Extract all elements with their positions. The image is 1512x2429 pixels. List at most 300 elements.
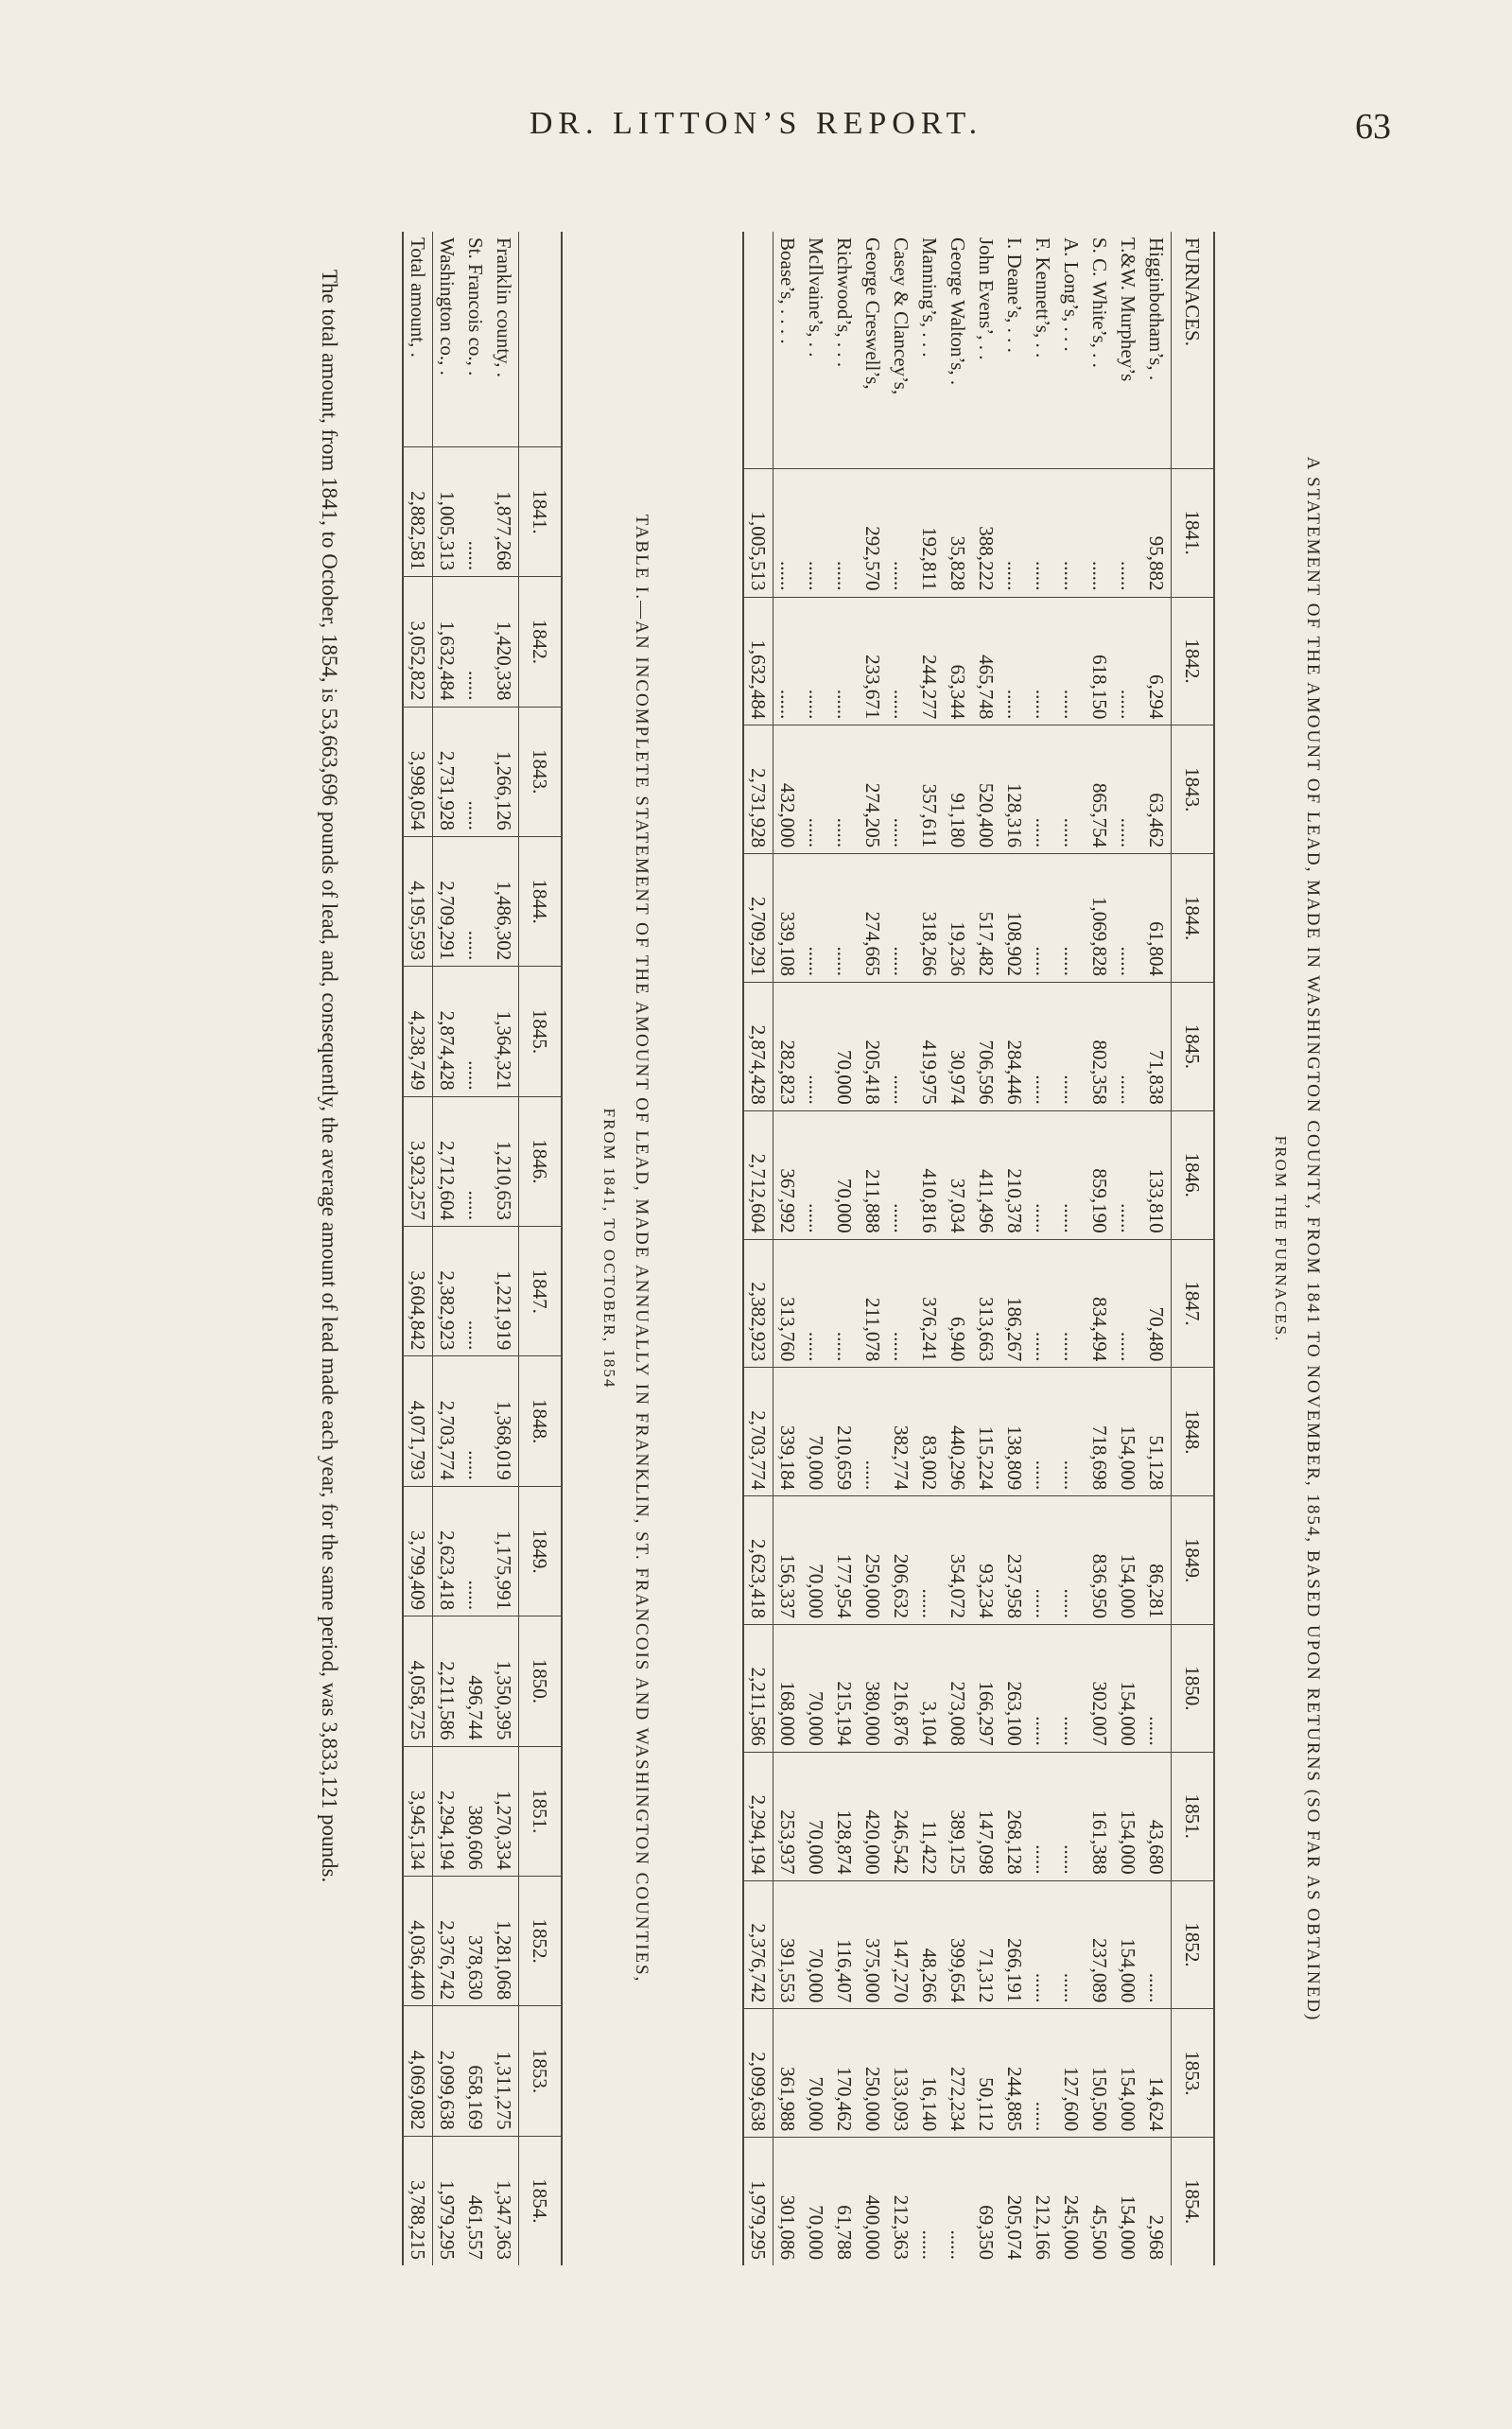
table-row [802,232,830,2265]
table-cell: 69,350 [972,2138,1000,2265]
table-cell: 2,703,774 [433,1356,462,1486]
column-header-year: 1853. [519,2006,563,2136]
table-cell: 1,311,275 [490,2006,519,2136]
table-cell: 375,000 [859,1880,887,2009]
table-cell: 108,902 [1000,854,1029,983]
column-header-year: 1848. [519,1356,563,1486]
table-cell: 70,000 [802,1368,830,1496]
table-cell: ...... [1029,2009,1057,2138]
table-cell: 70,000 [830,982,859,1110]
table-cell: 43,680 [1142,1752,1172,1880]
table-cell: 71,838 [1142,982,1172,1110]
table-cell: 2,211,586 [433,1616,462,1746]
row-label: Higginbotham’s, . [1145,237,1169,381]
table-cell: 35,828 [944,468,972,597]
table-cell: 354,072 [944,1496,972,1625]
table-row [490,232,519,2265]
furnaces-table [742,232,1215,2265]
table-cell: 2,376,742 [433,1876,462,2005]
table-cell: 115,224 [972,1368,1000,1496]
table-cell: ...... [1029,468,1057,597]
total-label [743,232,773,468]
table-cell: 1,420,338 [490,577,519,707]
column-header-year: 1846. [1172,1110,1215,1239]
table-cell: ...... [773,468,803,597]
table-row [915,232,944,2265]
table-cell: 63,344 [944,597,972,725]
row-label: John Evens’, . . [975,237,999,360]
table-cell: 168,000 [773,1625,803,1753]
row-label: Casey & Clancey’s, [890,237,913,395]
table-cell: 245,000 [1057,2138,1086,2265]
column-header-year: 1845. [1172,982,1215,1110]
table-cell: 419,975 [915,982,944,1110]
table-cell: 1,281,068 [490,1876,519,2005]
table-cell: 11,422 [915,1752,944,1880]
table-cell: 1,979,295 [433,2136,462,2265]
table-row [433,232,462,2265]
table-cell: 70,000 [802,1625,830,1753]
table-cell: 150,500 [1086,2009,1114,2138]
table-cell: 133,810 [1142,1110,1172,1239]
total-cell: 2,712,604 [743,1110,773,1239]
table-cell: 1,364,321 [490,967,519,1096]
column-header-year: 1851. [1172,1752,1215,1880]
column-header-year: 1847. [519,1227,563,1356]
table-cell: 367,992 [773,1110,803,1239]
total-row [743,232,773,2265]
table-cell: 318,266 [915,854,944,983]
table-cell: ...... [830,854,859,983]
total-cell: 4,036,440 [403,1876,433,2005]
total-cell: 3,799,409 [403,1486,433,1616]
table-cell: 263,100 [1000,1625,1029,1753]
row-label: Boase’s, . . . . [776,237,800,344]
table-cell: 250,000 [859,1496,887,1625]
table-cell: ...... [461,1356,490,1486]
furnaces-header-row [1172,232,1215,2265]
table-cell: 154,000 [1114,1880,1142,2009]
table-cell: 138,809 [1000,1368,1029,1496]
rotated-content [251,175,1329,2303]
table-cell: 1,175,991 [490,1486,519,1616]
table-cell: 211,888 [859,1110,887,1239]
table-cell: 30,974 [944,982,972,1110]
total-cell: 4,195,593 [403,836,433,966]
table-cell: ...... [802,1110,830,1239]
table-cell: 244,885 [1000,2009,1029,2138]
table-cell: 1,632,484 [433,577,462,707]
table-cell: 48,266 [915,1880,944,2009]
table-cell: 391,553 [773,1880,803,2009]
total-cell: 4,069,082 [403,2006,433,2136]
table-cell: 284,446 [1000,982,1029,1110]
table-cell: ...... [461,836,490,966]
column-header-label [519,232,563,446]
table-cell: 1,368,019 [490,1356,519,1486]
table-cell: 170,462 [830,2009,859,2138]
table-cell: 496,744 [461,1616,490,1746]
table-cell: 1,270,334 [490,1746,519,1876]
table-cell: ...... [1142,1625,1172,1753]
table-cell: 2,731,928 [433,707,462,836]
table-cell: 70,000 [802,2138,830,2265]
table-cell: 216,876 [887,1625,915,1753]
table-cell: 1,486,302 [490,836,519,966]
table-cell: 133,093 [887,2009,915,2138]
table-cell: 3,104 [915,1625,944,1753]
table-cell: 70,000 [830,1110,859,1239]
table-cell: 215,194 [830,1625,859,1753]
table-cell: 802,358 [1086,982,1114,1110]
table-cell: 154,000 [1114,1368,1142,1496]
table-cell: 1,221,919 [490,1227,519,1356]
table-cell: 2,709,291 [433,836,462,966]
table-cell: 70,000 [802,1496,830,1625]
table-cell: 147,098 [972,1752,1000,1880]
column-header-year: 1849. [519,1486,563,1616]
table-cell: ...... [1029,725,1057,854]
table-cell: 520,400 [972,725,1000,854]
table-cell: 93,234 [972,1496,1000,1625]
table-row [859,232,887,2265]
table-cell: ...... [1057,1496,1086,1625]
table-cell: ...... [461,1096,490,1226]
table-cell: 706,596 [972,982,1000,1110]
table-row [830,232,859,2265]
table-row [1114,232,1142,2265]
table-cell: ...... [1057,1752,1086,1880]
table-cell: ...... [1029,1110,1057,1239]
table-cell: ...... [1057,982,1086,1110]
table-cell: 357,611 [915,725,944,854]
column-header-year: 1842. [519,577,563,707]
table-cell: 70,000 [802,1880,830,2009]
page-number: 63 [1355,107,1391,147]
table-cell: ...... [802,597,830,725]
table-cell: 177,954 [830,1496,859,1625]
table-cell: ...... [1057,1880,1086,2009]
table-cell: ...... [1000,597,1029,725]
table-cell: ...... [1029,1880,1057,2009]
table-cell: 1,347,363 [490,2136,519,2265]
total-cell: 4,071,793 [403,1356,433,1486]
table-cell: 16,140 [915,2009,944,2138]
table1-caption [593,232,657,2265]
table-cell: 380,000 [859,1625,887,1753]
table-cell: 2,294,194 [433,1746,462,1876]
table-cell: ...... [802,854,830,983]
table-cell: 154,000 [1114,1496,1142,1625]
table-cell: 192,811 [915,468,944,597]
total-cell: 1,979,295 [743,2138,773,2265]
table-cell: 19,236 [944,854,972,983]
table-cell: 400,000 [859,2138,887,2265]
table-cell: ...... [887,1239,915,1368]
table-cell: ...... [1029,982,1057,1110]
table-cell: 61,788 [830,2138,859,2265]
table-cell: 127,600 [1057,2009,1086,2138]
table-cell: ...... [461,577,490,707]
row-label: McIlvaine’s, . . [805,237,828,358]
table-cell: 206,632 [887,1496,915,1625]
table-cell: 6,940 [944,1239,972,1368]
row-label: George Creswell’s, [861,237,885,390]
table-cell: ...... [1142,1880,1172,2009]
table-cell: ...... [461,707,490,836]
table-row [1000,232,1029,2265]
column-header-year: 1843. [519,707,563,836]
table-cell: 382,774 [887,1368,915,1496]
table-cell: 156,337 [773,1496,803,1625]
table-cell: 1,005,313 [433,446,462,576]
total-cell: 3,788,215 [403,2136,433,2265]
table-cell: 859,190 [1086,1110,1114,1239]
total-cell: 1,632,484 [743,597,773,725]
table-cell: 212,363 [887,2138,915,2265]
table-cell: 282,823 [773,982,803,1110]
table-cell: 461,557 [461,2136,490,2265]
table-cell: 253,937 [773,1752,803,1880]
row-label: Manning’s, . . . [918,237,942,358]
column-header-year: 1844. [1172,854,1215,983]
table-cell: 658,169 [461,2006,490,2136]
running-header: DR. LITTON’S REPORT. [529,106,983,141]
table-cell: ...... [461,446,490,576]
table-cell: 399,654 [944,1880,972,2009]
column-header-year: 1845. [519,967,563,1096]
table-cell: 154,000 [1114,2138,1142,2265]
table-cell: 834,494 [1086,1239,1114,1368]
table-cell: ...... [1029,854,1057,983]
table-cell: ...... [1029,1625,1057,1753]
table-cell: 2,099,638 [433,2006,462,2136]
table-cell: ...... [1000,468,1029,597]
table-cell: 389,125 [944,1752,972,1880]
table-cell: 313,663 [972,1239,1000,1368]
table-cell: ...... [859,1368,887,1496]
table-cell: ...... [1057,468,1086,597]
table-cell: 517,482 [972,854,1000,983]
total-cell: 2,709,291 [743,854,773,983]
row-label: S. C. White’s, . . [1088,237,1112,368]
table-cell: 233,671 [859,597,887,725]
table-cell: 376,241 [915,1239,944,1368]
table-cell: ...... [887,597,915,725]
column-header-year: 1850. [1172,1625,1215,1753]
table-cell: 465,748 [972,597,1000,725]
table-cell: 250,000 [859,2009,887,2138]
table-cell: 313,760 [773,1239,803,1368]
table-cell: 2,382,923 [433,1227,462,1356]
table-cell: 2,874,428 [433,967,462,1096]
table-cell: ...... [1114,725,1142,854]
table-cell: 128,874 [830,1752,859,1880]
table1-title: TABLE I.—AN INCOMPLETE STATEMENT OF THE AMOUNT OF LEAD, MADE ANNUALLY IN FRANKLIN, ST. FRANCOIS AND WASHINGTON COUNTIES, [632,514,652,1983]
table-row [887,232,915,2265]
table-cell: 210,659 [830,1368,859,1496]
total-cell: 2,623,418 [743,1496,773,1625]
table-cell: 718,698 [1086,1368,1114,1496]
table-cell: ...... [1086,468,1114,597]
row-label: St. Francois co., . [464,237,488,376]
table-cell: ...... [461,967,490,1096]
table-cell: ...... [802,982,830,1110]
table-cell: 1,210,653 [490,1096,519,1226]
table-cell: ...... [830,725,859,854]
table-row [1029,232,1057,2265]
row-label: T.&W. Murphey’s [1117,237,1140,382]
table-cell: ...... [1114,1239,1142,1368]
table-cell: 618,150 [1086,597,1114,725]
total-cell: 3,923,257 [403,1096,433,1226]
table-cell: 205,074 [1000,2138,1029,2265]
table-cell: 166,297 [972,1625,1000,1753]
table-cell: 71,312 [972,1880,1000,2009]
column-header-year: 1854. [519,2136,563,2265]
table-cell: 205,418 [859,982,887,1110]
total-row [403,232,433,2265]
table-cell: ...... [944,2138,972,2265]
total-cell: 2,874,428 [743,982,773,1110]
table-row [461,232,490,2265]
total-cell: 2,882,581 [403,446,433,576]
table-cell: 37,034 [944,1110,972,1239]
table-cell: ...... [887,725,915,854]
table-cell: ...... [802,1239,830,1368]
table-cell: 273,008 [944,1625,972,1753]
column-header-year: 1843. [1172,725,1215,854]
table-cell: 272,234 [944,2009,972,2138]
table-cell: 380,606 [461,1746,490,1876]
table-cell: 154,000 [1114,2009,1142,2138]
table-cell: ...... [1057,725,1086,854]
table-cell: ...... [1114,854,1142,983]
table-cell: ...... [1114,982,1142,1110]
table-cell: ...... [1029,1368,1057,1496]
table-cell: ...... [1029,597,1057,725]
table-cell: 14,624 [1142,2009,1172,2138]
table-cell: 302,007 [1086,1625,1114,1753]
table-cell: ...... [915,2138,944,2265]
row-label: Richwood’s, . . . [833,237,857,368]
table-cell: ...... [1114,597,1142,725]
total-cell: 4,238,749 [403,967,433,1096]
total-cell: 3,945,134 [403,1746,433,1876]
table1-subtitle: FROM 1841, TO OCTOBER, 1854 [600,1108,618,1389]
row-label: I. Deane’s, . . . [1003,237,1027,353]
column-header-year: 1850. [519,1616,563,1746]
row-label: Washington co., . [436,237,460,376]
table-cell: 70,000 [802,1752,830,1880]
table-cell: 274,205 [859,725,887,854]
table-cell: 292,570 [859,468,887,597]
table-cell: ...... [1029,1496,1057,1625]
total-cell: 4,058,725 [403,1616,433,1746]
row-label: George Walton’s, . [947,237,970,386]
column-header-year: 1841. [519,446,563,576]
table-cell: 211,078 [859,1239,887,1368]
table-cell: 865,754 [1086,725,1114,854]
total-cell: 1,005,513 [743,468,773,597]
table-cell: ...... [1029,1752,1057,1880]
table-cell: 1,350,395 [490,1616,519,1746]
table-cell: 274,665 [859,854,887,983]
table-cell: ...... [802,725,830,854]
table-cell: ...... [773,597,803,725]
column-header-year: 1852. [1172,1880,1215,2009]
table-cell: 410,816 [915,1110,944,1239]
column-header-year: 1852. [519,1876,563,2005]
total-cell: 2,376,742 [743,1880,773,2009]
table-cell: 339,108 [773,854,803,983]
table-cell: ...... [830,468,859,597]
table-row [1142,232,1172,2265]
table-cell: 836,950 [1086,1496,1114,1625]
table-cell: 50,112 [972,2009,1000,2138]
table-cell: 210,378 [1000,1110,1029,1239]
statement-title: A STATEMENT OF THE AMOUNT OF LEAD, MADE IN WASHINGTON COUNTY, FROM 1841 TO NOVEMBER, 1854, BASED UPON RETURNS (SO FAR AS OBTAINED) [1303,456,1323,2022]
table-cell: 237,089 [1086,1880,1114,2009]
table-cell: ...... [461,1486,490,1616]
table-row [972,232,1000,2265]
table-cell: 95,882 [1142,468,1172,597]
table-cell: 2,712,604 [433,1096,462,1226]
table-cell: ...... [1114,468,1142,597]
table-cell: ...... [887,468,915,597]
table-cell: 411,496 [972,1110,1000,1239]
table-row [944,232,972,2265]
table-cell: 83,002 [915,1368,944,1496]
table-cell: 161,388 [1086,1752,1114,1880]
table-cell: 2,623,418 [433,1486,462,1616]
column-header-year: 1853. [1172,2009,1215,2138]
total-cell: 3,998,054 [403,707,433,836]
table-cell: 432,000 [773,725,803,854]
statement-subtitle: FROM THE FURNACES. [1272,1135,1290,1343]
column-header-year: 1846. [519,1096,563,1226]
table-cell: 63,462 [1142,725,1172,854]
table-cell: 70,000 [802,2009,830,2138]
table-cell: 51,128 [1142,1368,1172,1496]
table-cell: ...... [887,982,915,1110]
total-cell: 3,604,842 [403,1227,433,1356]
table-cell: ...... [1029,1239,1057,1368]
table-cell: ...... [830,1239,859,1368]
table-cell: 212,166 [1029,2138,1057,2265]
column-header-year: 1841. [1172,468,1215,597]
table-cell: ...... [1057,1368,1086,1496]
column-header-year: 1854. [1172,2138,1215,2265]
counties-table [402,232,563,2265]
table-cell: 86,281 [1142,1496,1172,1625]
table-cell: ...... [1057,597,1086,725]
row-label: Franklin county, . [493,237,516,377]
table-cell: 61,804 [1142,854,1172,983]
table-cell: 420,000 [859,1752,887,1880]
table-cell: 147,270 [887,1880,915,2009]
table-cell: ...... [915,1496,944,1625]
table-cell: 1,069,828 [1086,854,1114,983]
total-label: Total amount, . [403,232,433,446]
column-header-year: 1847. [1172,1239,1215,1368]
table-cell: 6,294 [1142,597,1172,725]
table-cell: 1,266,126 [490,707,519,836]
table-cell: 45,500 [1086,2138,1114,2265]
table-cell: ...... [461,1227,490,1356]
table-cell: 440,296 [944,1368,972,1496]
table-cell: ...... [887,854,915,983]
